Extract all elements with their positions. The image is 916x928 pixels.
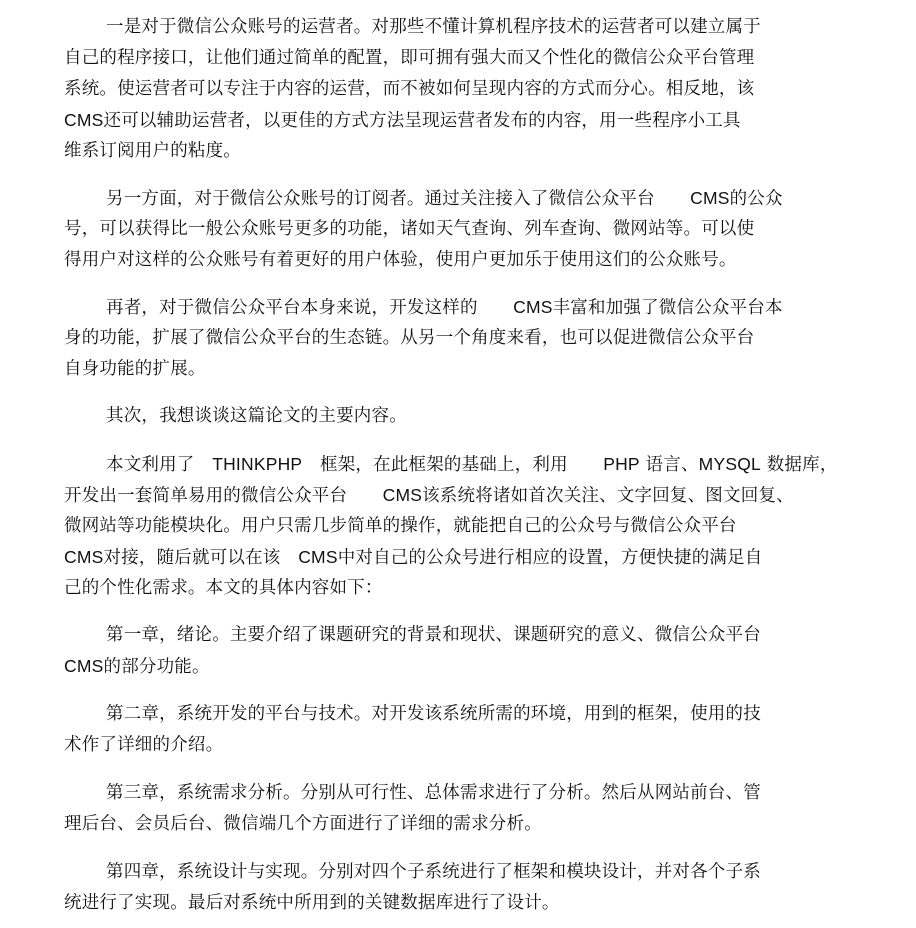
text-line: 第一章，绪论。主要介绍了课题研究的背景和现状、课题研究的意义、微信公众平台 — [106, 625, 761, 645]
paragraph-platform — [64, 292, 854, 385]
paragraph-operators — [64, 12, 854, 167]
text-line: 自己的程序接口，让他们通过简单的配置，即可拥有强大而又个性化的微信公众平台管理 — [64, 48, 755, 68]
text-line: 再者，对于微信公众平台本身来说，开发这样的 CMS丰富和加强了微信公众平台本 — [106, 297, 783, 318]
paragraph-main-content-intro — [64, 401, 854, 432]
text-line: 统进行了实现。最后对系统中所用到的关键数据库进行了设计。 — [64, 893, 560, 913]
text-line: 系统。使运营者可以专注于内容的运营，而不被如何呈现内容的方式而分心。相反地，该 — [64, 79, 755, 99]
paragraph-overview — [64, 449, 854, 604]
paragraph-chapter-2 — [64, 699, 854, 761]
paragraph-chapter-1 — [64, 620, 854, 682]
text-line: CMS对接，随后就可以在该 CMS中对自己的公众号进行相应的设置，方便快捷的满足自 — [64, 547, 763, 568]
text-line: 第二章，系统开发的平台与技术。对开发该系统所需的环境，用到的框架，使用的技 — [106, 704, 761, 724]
paragraph-subscribers — [64, 183, 854, 276]
text-line: 号，可以获得比一般公众账号更多的功能，诸如天气查询、列车查询、微网站等。可以使 — [64, 219, 755, 239]
text-line: 身的功能，扩展了微信公众平台的生态链。从另一个角度来看，也可以促进微信公众平台 — [64, 328, 755, 348]
text-line: 得用户对这样的公众账号有着更好的用户体验，使用户更加乐于使用这们的公众账号。 — [64, 250, 737, 270]
text-line: 己的个性化需求。本文的具体内容如下： — [64, 578, 383, 598]
text-line: 理后台、会员后台、微信端几个方面进行了详细的需求分析。 — [64, 814, 542, 834]
text-line: 第三章，系统需求分析。分别从可行性、总体需求进行了分析。然后从网站前台、管 — [106, 783, 761, 803]
text-line: 维系订阅用户的粘度。 — [64, 141, 241, 161]
text-line: CMS的部分功能。 — [64, 656, 210, 677]
text-line: 第四章，系统设计与实现。分别对四个子系统进行了框架和模块设计，并对各个子系 — [106, 862, 761, 882]
text-line: 自身功能的扩展。 — [64, 359, 206, 379]
text-line: 术作了详细的介绍。 — [64, 735, 224, 755]
text-line: 一是对于微信公众账号的运营者。对那些不懂计算机程序技术的运营者可以建立属于 — [106, 17, 761, 37]
paragraph-chapter-3 — [64, 778, 854, 840]
text-line: 本文利用了 THINKPHP 框架，在此框架的基础上，利用 PHP 语言、MYSQL 数据库， — [106, 454, 838, 475]
text-line: 微网站等功能模块化。用户只需几步简单的操作，就能把自己的公众号与微信公众平台 — [64, 516, 737, 536]
text-line: 其次，我想谈谈这篇论文的主要内容。 — [106, 406, 407, 426]
text-line: 另一方面，对于微信公众账号的订阅者。通过关注接入了微信公众平台 CMS的公众 — [106, 188, 783, 209]
text-line: CMS还可以辅助运营者，以更佳的方式方法呈现运营者发布的内容，用一些程序小工具 — [64, 110, 741, 131]
text-line: 开发出一套简单易用的微信公众平台 CMS该系统将诸如首次关注、文字回复、图文回复、 — [64, 485, 794, 506]
paragraph-chapter-4 — [64, 857, 854, 919]
